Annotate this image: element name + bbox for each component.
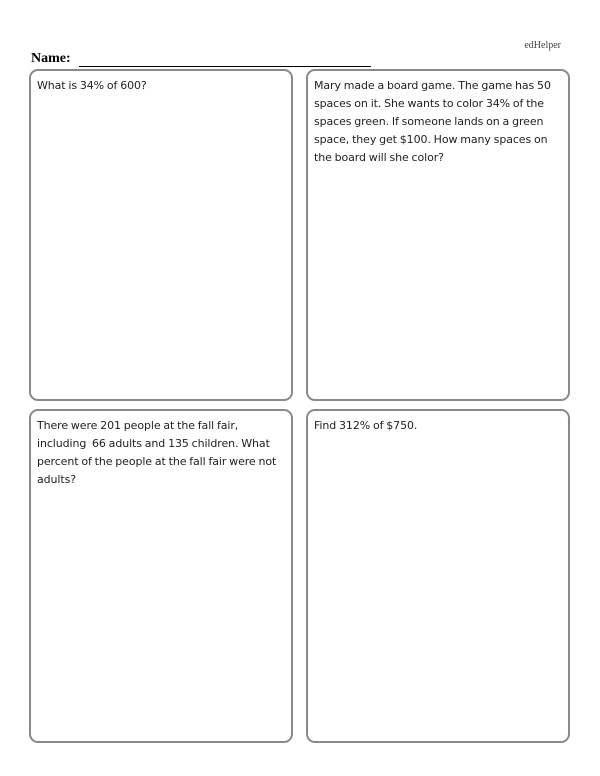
- question-card-4: [306, 409, 570, 743]
- brand-label: edHelper: [524, 40, 561, 51]
- question-text-4: Find 312% of $750.: [314, 419, 418, 432]
- question-card-2: [306, 69, 570, 401]
- question-text-2: Mary made a board game. The game has 50 spaces on it. She wants to color 34% of the spaces green. If someone lands on a green space, they get $100. How many spaces on the board will she color?: [314, 79, 554, 164]
- question-card-1: [29, 69, 293, 401]
- question-text-3: There were 201 people at the fall fair, including 66 adults and 135 children. What percent of the people at the fall fair were not adults?: [37, 419, 280, 486]
- question-text-1: What is 34% of 600?: [37, 79, 147, 92]
- name-label: Name:: [31, 51, 71, 66]
- question-card-3: [29, 409, 293, 743]
- name-input-line[interactable]: [79, 52, 371, 67]
- name-row: [31, 51, 371, 67]
